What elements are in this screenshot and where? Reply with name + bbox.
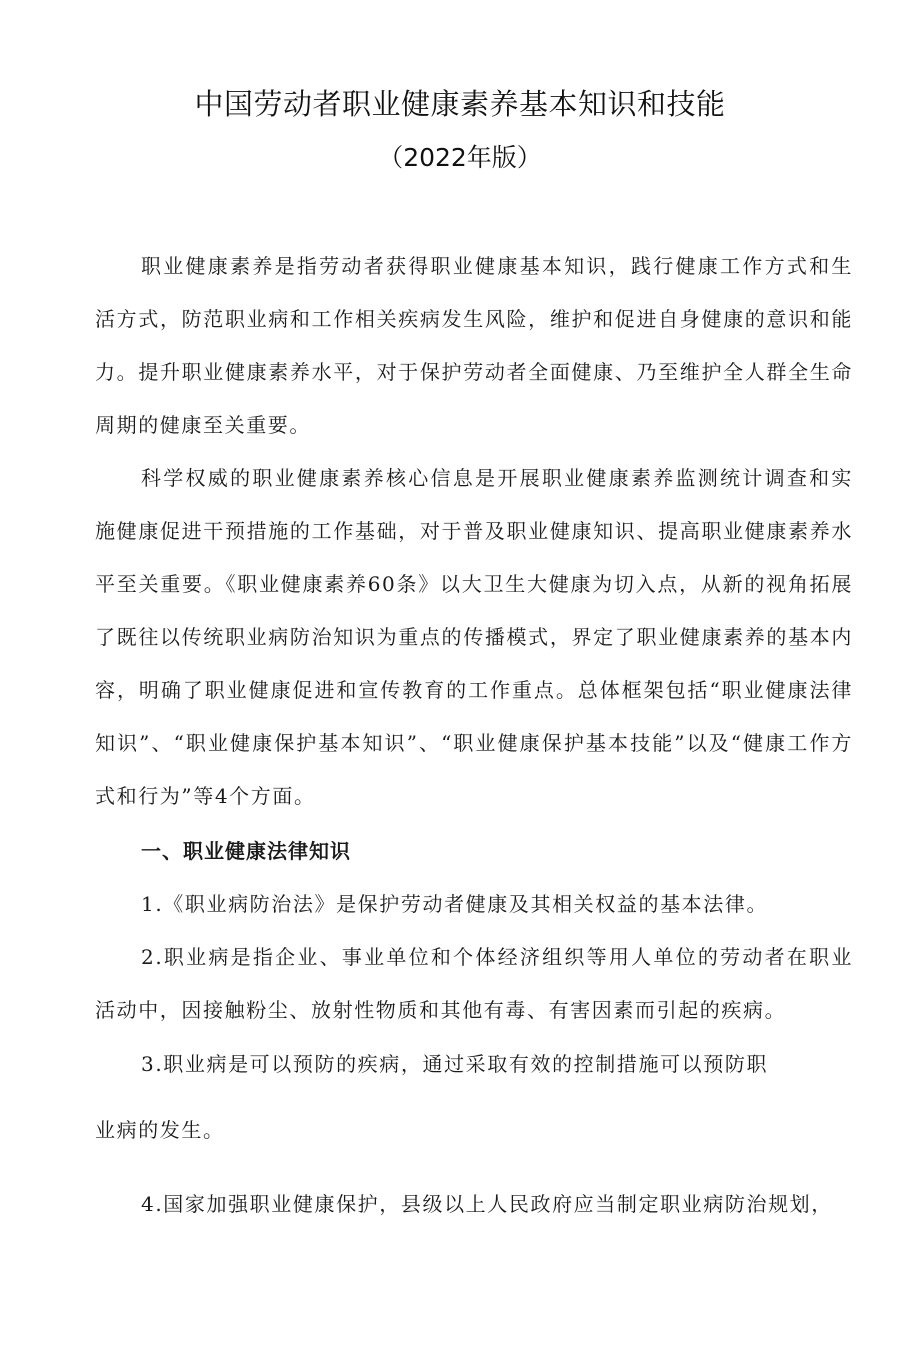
document-subtitle: （2022年版） [378, 143, 542, 172]
section-heading: 一、职业健康法律知识 [141, 839, 351, 863]
list-item-4: 4.国家加强职业健康保护，县级以上人民政府应当制定职业病防治规划， [141, 1192, 833, 1216]
list-item-3: 3.职业病是可以预防的疾病，通过采取有效的控制措施可以预防职 [141, 1052, 769, 1076]
list-item-1: 1.《职业病防治法》是保护劳动者健康及其相关权益的基本法律。 [141, 892, 769, 916]
document-title: 中国劳动者职业健康素养基本知识和技能 [194, 87, 726, 121]
intro-paragraph-2: 科学权威的职业健康素养核心信息是开展职业健康素养监测统计调查和实施健康促进干预措施的工作基础，对于普及职业健康知识、提高职业健康素养水平至关重要。《职业健康素养60条》以大卫生大健康为切入点，从新的视角拓展了既往以传统职业病防治知识为重点的传播模式，界定了职业健康素养的基本内容，明确了职业健康促进和宣传教育的工作重点。总体框架包括“职业健康法律知识”、“职业健康保护基本知识”、“职业健康保护基本技能”以及“健康工作方式和行为”等4个方面。 [95, 466, 853, 808]
intro-paragraph-1: 职业健康素养是指劳动者获得职业健康基本知识，践行健康工作方式和生活方式，防范职业病和工作相关疾病发生风险，维护和促进自身健康的意识和能力。提升职业健康素养水平，对于保护劳动者全面健康、乃至维护全人群全生命周期的健康至关重要。 [95, 254, 853, 437]
list-item-3-continuation: 业病的发生。 [95, 1118, 225, 1142]
list-item-2: 2.职业病是指企业、事业单位和个体经济组织等用人单位的劳动者在职业活动中，因接触粉尘、放射性物质和其他有毒、有害因素而引起的疾病。 [95, 945, 853, 1022]
